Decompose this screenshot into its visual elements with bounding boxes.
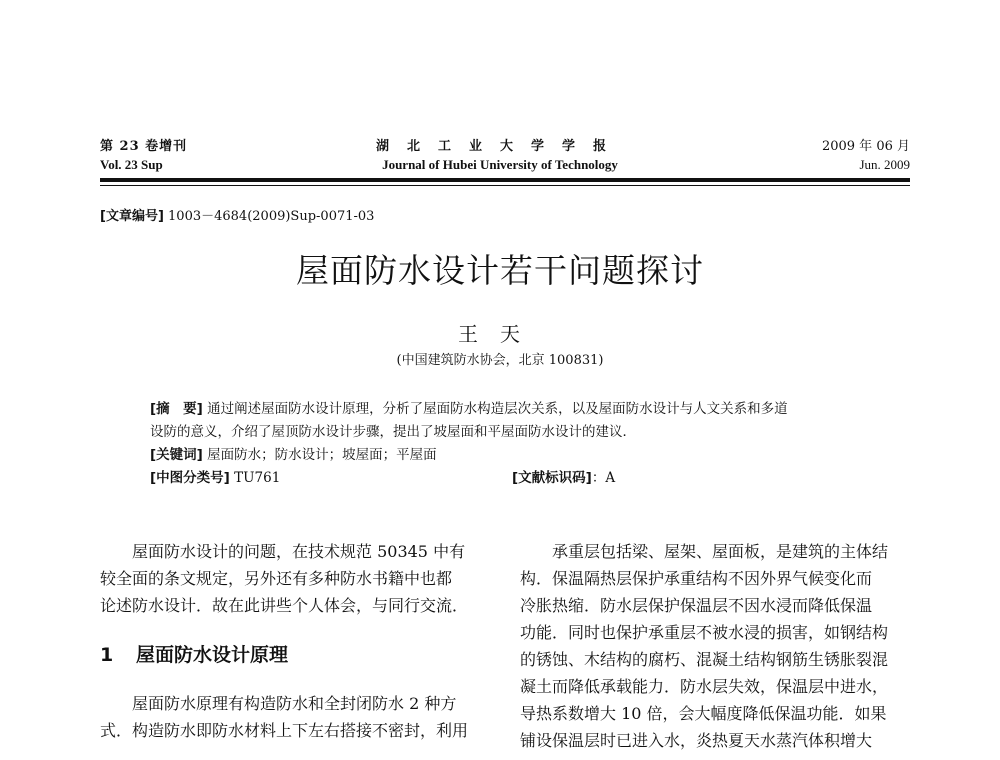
paper-title: 屋面防水设计若干问题探讨 <box>296 251 704 290</box>
header-journal-name-cn: 湖北工业大学学报 <box>375 139 624 154</box>
author-affiliation: (中国建筑防水协会，北京 100831) <box>396 353 604 368</box>
clc-number <box>150 467 280 490</box>
article-number-label: [文章编号] <box>100 209 164 224</box>
abstract-line-2 <box>150 421 870 444</box>
abstract-text-1: 通过阐述屋面防水设计原理，分析了屋面防水构造层次关系，以及屋面防水设计与人文关系和多道 <box>207 401 788 417</box>
header-rule-thin <box>100 185 910 186</box>
section-heading-1 <box>100 640 492 670</box>
header-date-cn: 2009 年 06 月 <box>821 139 910 154</box>
body-line: 导热系数增大 10 倍，会大幅度降低保温功能．如果 <box>520 704 887 723</box>
body-line: 铺设保温层时已进入水，炎热夏天水蒸汽体积增大 <box>520 731 873 750</box>
document-code <box>512 467 615 490</box>
header-volume-en: Vol. 23 Sup <box>100 157 163 172</box>
author-name: 王天 <box>458 322 542 346</box>
doc-code-label: [文献标识码] <box>512 470 592 486</box>
body-line: 论述防水设计．故在此讲些个人体会，与同行交流． <box>100 596 469 615</box>
keywords-label: [关键词] <box>150 447 203 463</box>
body-line: 屋面防水原理有构造防水和全封闭防水 2 种方 <box>132 694 457 713</box>
article-number-value: 1003－4684(2009)Sup-0071-03 <box>168 209 375 224</box>
body-line: 凝土而降低承载能力．防水层失效，保温层中进水， <box>520 677 889 696</box>
body-line: 的锈蚀、木结构的腐朽、混凝土结构钢筋生锈胀裂混 <box>520 650 889 669</box>
abstract-line-1 <box>150 398 870 421</box>
abstract-block <box>150 398 870 490</box>
body-right-column <box>520 538 912 754</box>
article-number <box>100 205 374 224</box>
body-line: 冷胀热缩．防水层保护保温层不因水浸而降低保温 <box>520 596 873 615</box>
classification-row <box>150 467 870 490</box>
keywords-line <box>150 444 870 467</box>
doc-code-value: ：A <box>591 470 616 486</box>
abstract-text-2: 设防的意义，介绍了屋顶防水设计步骤，提出了坡屋面和平屋面防水设计的建议． <box>150 424 636 440</box>
abstract-label: [摘 要] <box>150 401 203 417</box>
section-title: 屋面防水设计原理 <box>136 644 289 666</box>
header-journal-name-en: Journal of Hubei University of Technology <box>382 157 618 172</box>
clc-value: TU761 <box>234 470 281 486</box>
body-left-column <box>100 538 492 744</box>
body-line: 较全面的条文规定，另外还有多种防水书籍中也都 <box>100 569 453 588</box>
header-date-en: Jun. 2009 <box>859 157 910 172</box>
body-line: 屋面防水设计的问题，在技术规范 50345 中有 <box>132 542 466 561</box>
header-rule-thick <box>100 178 910 182</box>
body-line: 承重层包括梁、屋架、屋面板，是建筑的主体结 <box>552 542 889 561</box>
clc-label: [中图分类号] <box>150 470 230 486</box>
body-line: 式．构造防水即防水材料上下左右搭接不密封，利用 <box>100 721 469 740</box>
header-volume-cn: 第 23 卷增刊 <box>100 139 188 154</box>
keywords-value: 屋面防水；防水设计；坡屋面；平屋面 <box>207 447 437 463</box>
section-number: 1 <box>100 644 114 666</box>
body-line: 功能．同时也保护承重层不被水浸的损害，如钢结构 <box>520 623 889 642</box>
body-line: 构．保温隔热层保护承重结构不因外界气候变化而 <box>520 569 873 588</box>
